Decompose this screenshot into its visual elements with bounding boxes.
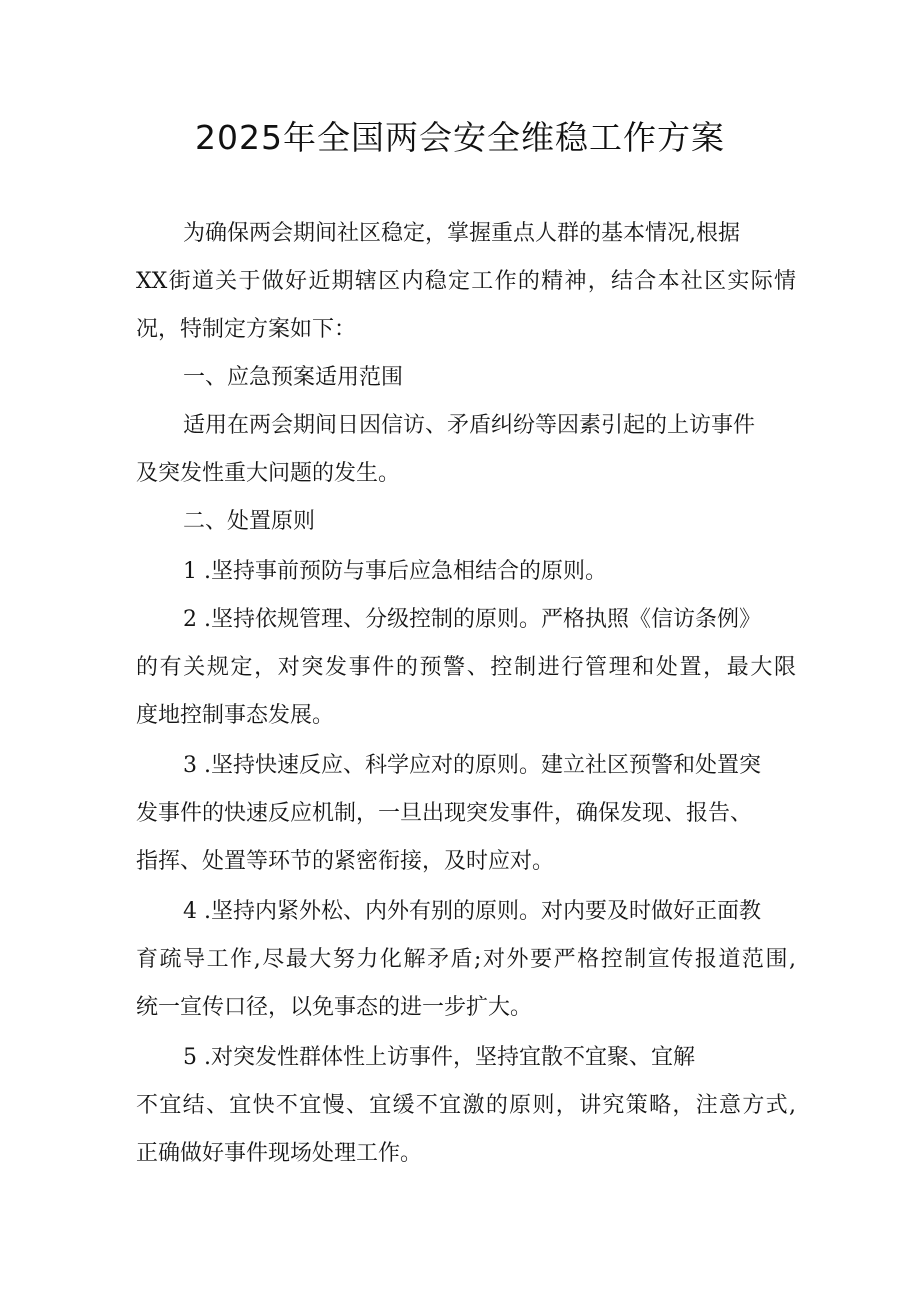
section-1-line-2: 及突发性重大问题的发生。: [136, 461, 401, 486]
principle-3-line-2: 发事件的快速反应机制，一旦出现突发事件，确保发现、报告、: [136, 801, 753, 826]
section-2-heading: 二、处置原则: [183, 509, 316, 534]
principle-3-line-3: 指挥、处置等环节的紧密衔接，及时应对。: [136, 849, 555, 874]
intro-line-3: 况，特制定方案如下：: [136, 317, 357, 342]
principle-1-line-1: 1 .坚持事前预防与事后应急相结合的原则。: [183, 559, 607, 584]
principle-4-line-3: 统一宣传口径，以免事态的进一步扩大。: [136, 995, 533, 1020]
section-1-line-1: 适用在两会期间日因信访、矛盾纠纷等因素引起的上访事件: [183, 413, 756, 438]
intro-line-1: 为确保两会期间社区稳定，掌握重点人群的基本情况,根据: [183, 221, 740, 246]
principle-2-line-3: 度地控制事态发展。: [136, 703, 335, 728]
section-1-heading: 一、应急预案适用范围: [183, 365, 404, 390]
principle-4-line-2: 育疏导工作,尽最大努力化解矛盾;对外要严格控制宣传报道范围,: [136, 947, 796, 972]
principle-3-line-1: 3 .坚持快速反应、科学应对的原则。建立社区预警和处置突: [183, 753, 761, 778]
intro-line-2: XX街道关于做好近期辖区内稳定工作的精神，结合本社区实际情: [136, 269, 796, 294]
principle-2-line-2: 的有关规定，对突发事件的预警、控制进行管理和处置，最大限: [136, 655, 796, 680]
principle-2-line-1: 2 .坚持依规管理、分级控制的原则。严格执照《信访条例》: [183, 607, 761, 632]
document-title: 2025年全国两会安全维稳工作方案: [195, 118, 725, 157]
principle-5-line-3: 正确做好事件现场处理工作。: [136, 1141, 423, 1166]
principle-5-line-2: 不宜结、宜快不宜慢、宜缓不宜激的原则，讲究策略，注意方式,: [136, 1093, 796, 1118]
principle-4-line-1: 4 .坚持内紧外松、内外有别的原则。对内要及时做好正面教: [183, 899, 761, 924]
principle-5-line-1: 5 .对突发性群体性上访事件，坚持宜散不宜聚、宜解: [183, 1045, 695, 1070]
